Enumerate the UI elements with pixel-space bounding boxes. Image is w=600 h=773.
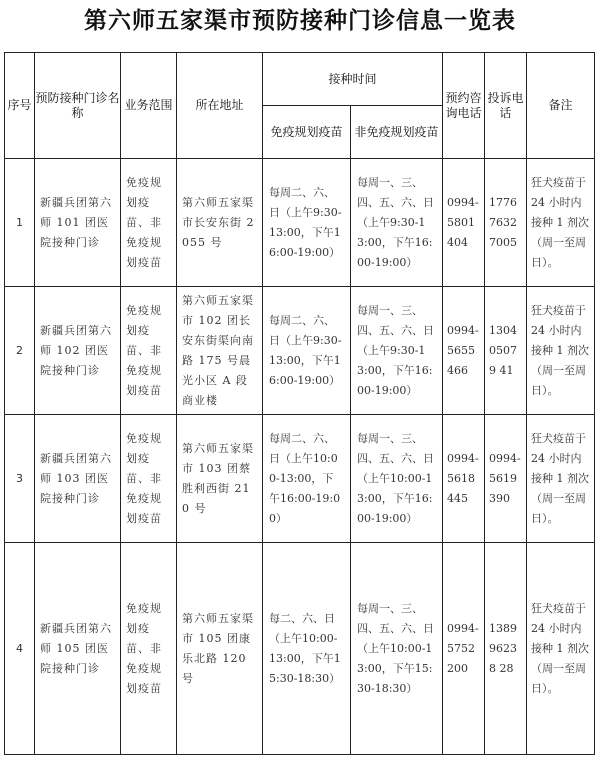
cell-clinic [35,287,121,415]
cell-schedule-nonfree [351,543,443,755]
cell-address-text: 第六师五家渠市 105 团康乐北路 120 号 [182,611,254,685]
cell-schedule-free [263,287,351,415]
cell-index: 2 [5,287,35,415]
cell-schedule-nonfree-text: 每周一、三、四、五、六、日（上午10:00-13:00，下午15:30-18:30） [357,601,434,695]
cell-address [177,543,263,755]
cell-service-text: 免疫规划疫苗、非免疫规划疫苗 [126,431,162,525]
cell-schedule-free-text: 每周二、六、日（上午9:30-13:00，下午16:00-19:00） [269,313,342,387]
cell-schedule-nonfree-text: 每周一、三、四、五、六、日（上午9:30-13:00，下午16:00-19:00） [357,175,434,269]
cell-complaint-phone [485,415,527,543]
cell-complaint-phone [485,159,527,287]
cell-note [527,159,595,287]
cell-service [121,415,177,543]
cell-clinic-text: 新疆兵团第六师 102 团医院接种门诊 [40,323,112,377]
table-header-row [5,53,595,106]
cell-index: 4 [5,543,35,755]
cell-note-text: 狂犬疫苗于 24 小时内接种 1 剂次（周一至周日）。 [531,303,590,397]
cell-schedule-nonfree [351,415,443,543]
cell-service [121,543,177,755]
table-row [5,415,595,543]
cell-complaint-phone-text: 130405079 41 [489,323,518,377]
cell-address [177,287,263,415]
header-clinic: 预防接种门诊名称 [35,53,121,159]
cell-booking-phone [443,543,485,755]
cell-complaint-phone [485,543,527,755]
cell-complaint-phone-text: 138996238 28 [489,621,518,675]
cell-schedule-free-text: 每周二、六、日（上午9:30-13:00，下午16:00-19:00） [269,185,342,259]
cell-note [527,543,595,755]
cell-index: 3 [5,415,35,543]
page-title: 第六师五家渠市预防接种门诊信息一览表 [84,7,516,34]
cell-note-text: 狂犬疫苗于 24 小时内接种 1 剂次（周一至周日）。 [531,431,590,525]
header-index: 序号 [5,53,35,159]
header-schedule-nonfree: 非免疫规划疫苗 [351,106,443,159]
cell-booking-phone-text: 0994-5752200 [447,621,479,675]
header-complaint-phone: 投诉电话 [485,53,527,159]
cell-address-text: 第六师五家渠市 102 团长安东街渠向南路 175 号晨光小区 A 段商业楼 [182,293,254,407]
cell-clinic-text: 新疆兵团第六师 101 团医院接种门诊 [40,195,112,249]
cell-service-text: 免疫规划疫苗、非免疫规划疫苗 [126,175,162,269]
cell-schedule-free-text: 每周二、六、日（上午10:00-13:00，下午16:00-19:00） [269,431,341,525]
clinic-info-table [4,52,595,755]
cell-clinic-text: 新疆兵团第六师 103 团医院接种门诊 [40,451,112,505]
cell-complaint-phone [485,287,527,415]
cell-schedule-nonfree-text: 每周一、三、四、五、六、日（上午9:30-13:00，下午16:00-19:00） [357,303,434,397]
cell-booking-phone-text: 0994-5618445 [447,451,479,505]
cell-service [121,159,177,287]
cell-booking-phone [443,415,485,543]
header-schedule-free: 免疫规划疫苗 [263,106,351,159]
table-row [5,287,595,415]
header-service: 业务范围 [121,53,177,159]
cell-clinic-text: 新疆兵团第六师 105 团医院接种门诊 [40,621,112,675]
cell-index: 1 [5,159,35,287]
cell-booking-phone-text: 0994-5801404 [447,195,479,249]
cell-complaint-phone-text: 0994-5619390 [489,451,521,505]
cell-address [177,159,263,287]
cell-booking-phone [443,159,485,287]
cell-schedule-nonfree [351,287,443,415]
cell-address [177,415,263,543]
cell-complaint-phone-text: 177676327005 [489,195,518,249]
cell-note-text: 狂犬疫苗于 24 小时内接种 1 剂次（周一至周日）。 [531,175,590,269]
cell-note [527,287,595,415]
cell-address-text: 第六师五家渠市 103 团蔡胜利西街 210 号 [182,441,254,515]
cell-schedule-free-text: 每二、六、日（上午10:00-13:00，下午15:30-18:30） [269,611,341,685]
cell-clinic [35,159,121,287]
cell-clinic [35,415,121,543]
table-row [5,159,595,287]
cell-note [527,415,595,543]
header-schedule-group: 接种时间 [263,53,443,106]
cell-service-text: 免疫规划疫苗、非免疫规划疫苗 [126,601,162,695]
cell-booking-phone [443,287,485,415]
cell-clinic [35,543,121,755]
cell-schedule-free [263,415,351,543]
cell-note-text: 狂犬疫苗于 24 小时内接种 1 剂次（周一至周日）。 [531,601,590,695]
header-note: 备注 [527,53,595,159]
cell-schedule-free [263,543,351,755]
table-row [5,543,595,755]
cell-service-text: 免疫规划疫苗、非免疫规划疫苗 [126,303,162,397]
header-address: 所在地址 [177,53,263,159]
cell-schedule-nonfree [351,159,443,287]
header-booking-phone: 预约咨询电话 [443,53,485,159]
cell-schedule-free [263,159,351,287]
cell-service [121,287,177,415]
cell-schedule-nonfree-text: 每周一、三、四、五、六、日（上午10:00-13:00，下午16:00-19:00） [357,431,434,525]
cell-address-text: 第六师五家渠市长安东街 2055 号 [182,195,255,249]
cell-booking-phone-text: 0994-5655466 [447,323,479,377]
